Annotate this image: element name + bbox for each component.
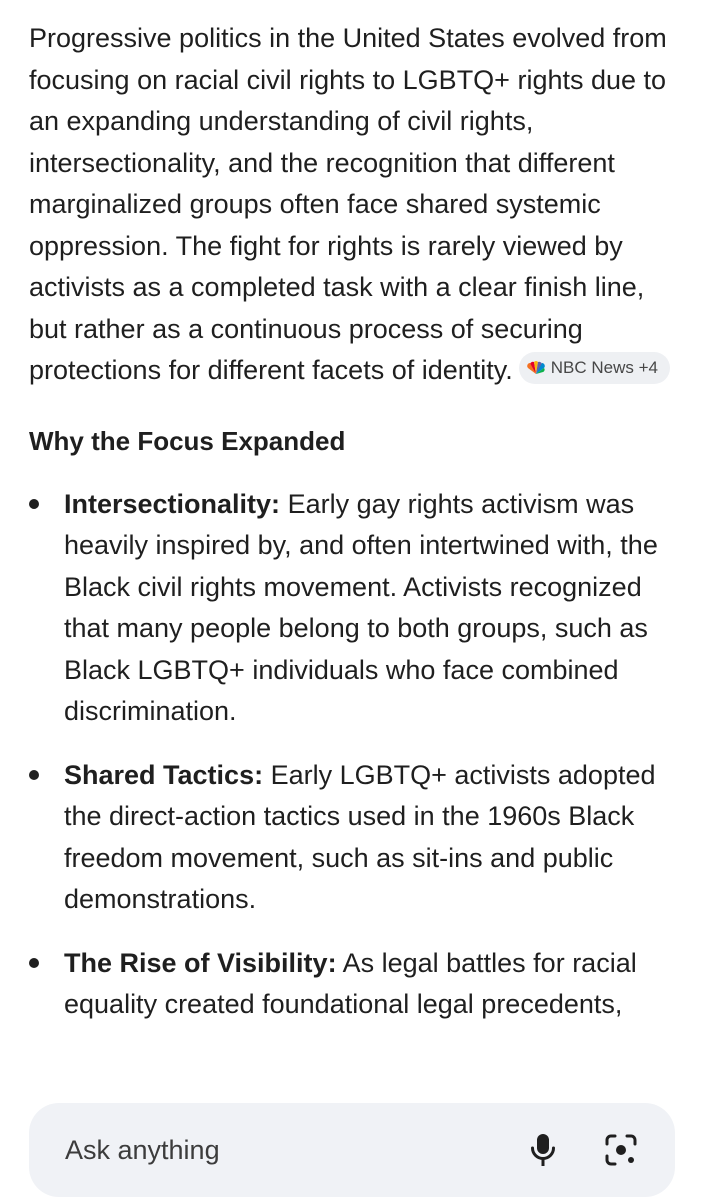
ask-input-bar[interactable] xyxy=(29,1103,675,1197)
source-chip[interactable] xyxy=(519,352,670,384)
camera-lens-icon[interactable] xyxy=(603,1132,639,1168)
bullet-title: The Rise of Visibility: xyxy=(64,947,337,978)
bullet-title: Intersectionality: xyxy=(64,488,281,519)
ask-input[interactable]: Ask anything xyxy=(65,1134,220,1165)
intro-text: Progressive politics in the United States evolved from focusing on racial civil rights to LGBTQ+ rights due to an expanding understanding of civil rights, intersectionality, and the recognition that different marginalized groups often face shared systemic oppression. The fight for rights is rarely viewed by activists as a completed task with a clear finish line, but rather as a continuous process of securing protections for different facets of identity. xyxy=(29,23,667,385)
intro-paragraph xyxy=(29,18,679,392)
source-chip-label: NBC News +4 xyxy=(550,358,658,377)
list-item xyxy=(29,755,679,921)
bullet-dot xyxy=(29,770,39,780)
bullet-text: Early LGBTQ+ activists adopted the direct-action tactics used in the 1960s Black freedom movement, such as sit-ins and public demonstrations. xyxy=(64,759,656,914)
list-item xyxy=(29,943,679,1026)
section-heading: Why the Focus Expanded xyxy=(29,425,346,456)
nbc-peacock-icon xyxy=(527,361,545,375)
bullet-title: Shared Tactics: xyxy=(64,759,264,790)
content-fade xyxy=(0,1040,704,1110)
microphone-icon[interactable] xyxy=(525,1132,561,1168)
list-item xyxy=(29,484,679,733)
bullet-text: Early gay rights activism was heavily inspired by, and often intertwined with, the Black civil rights movement. Activists recognized that many people belong to both groups, such as Black LGBTQ+ individuals who face combined discrimination. xyxy=(64,488,658,726)
response-content xyxy=(29,18,679,1048)
bullet-text: As legal battles for racial equality created foundational legal precedents, xyxy=(64,947,637,1019)
bullet-dot xyxy=(29,958,39,968)
bullet-list xyxy=(29,484,679,1026)
bullet-dot xyxy=(29,499,39,509)
